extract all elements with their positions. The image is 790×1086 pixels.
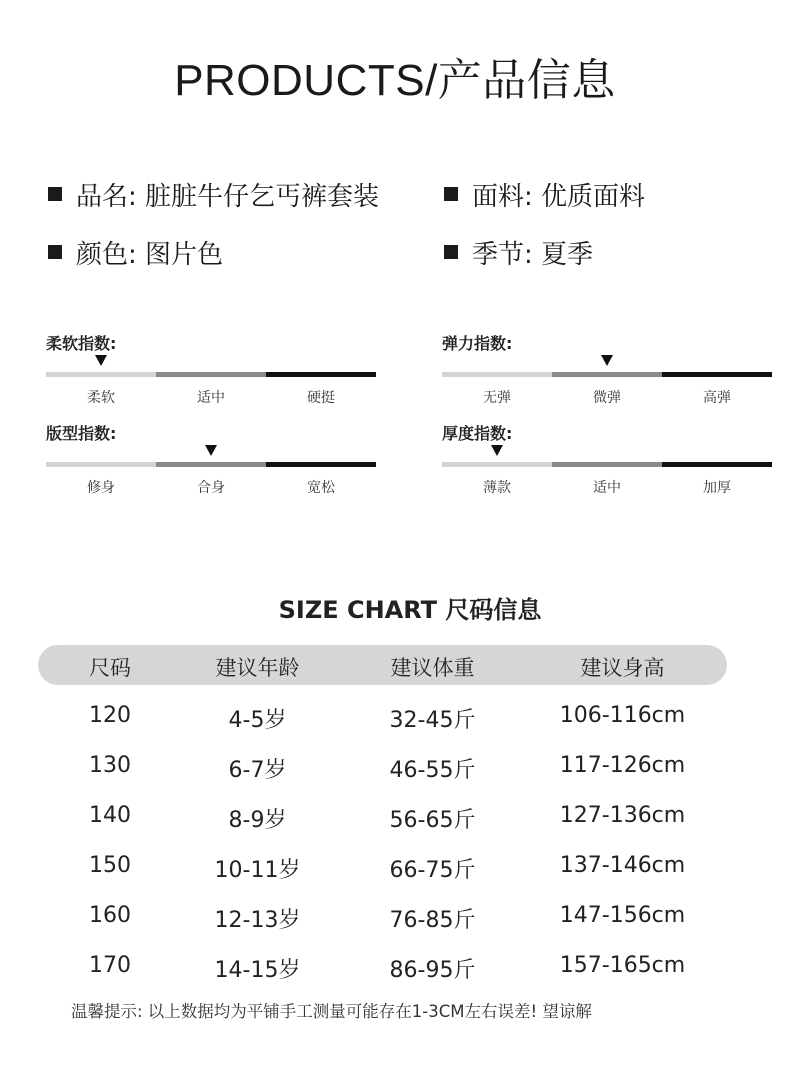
scale-segment-mid [156,462,266,467]
cell-weight: 56-65斤 [389,808,476,833]
cell-size: 130 [89,753,131,778]
table-row [0,853,790,893]
index-option: 高弹 [703,390,731,406]
scale-segment-mid [552,372,662,377]
cell-height: 127-136cm [559,803,686,828]
cell-size: 160 [89,903,131,928]
header-cell-height: 建议身高 [580,656,665,680]
table-row [0,703,790,743]
scale-segment-low [46,462,156,467]
table-row [0,903,790,943]
cell-size: 140 [89,803,131,828]
indicator-marker-icon [491,445,503,456]
cell-height: 157-165cm [559,953,686,978]
cell-age: 8-9岁 [228,808,287,833]
info-color-text: 颜色: 图片色 [76,240,224,270]
scale-segment-high [662,462,772,467]
index-label: 柔软指数: [46,334,117,353]
info-color [48,234,223,271]
cell-age: 6-7岁 [228,758,287,783]
header-cell-size: 尺码 [89,656,131,680]
indicator-marker-icon [95,355,107,366]
square-bullet-icon [444,187,458,201]
header-cell-age: 建议年龄 [215,656,300,680]
cell-age: 4-5岁 [228,708,287,733]
scale-segment-high [662,372,772,377]
info-product-name-text: 品名: 脏脏牛仔乞丐裤套装 [76,182,380,212]
size-chart-title: SIZE CHART 尺码信息 [278,596,542,624]
index-option: 硬挺 [307,390,335,406]
info-season [444,234,593,271]
scale-segment-low [442,462,552,467]
size-table-header [38,645,727,685]
square-bullet-icon [48,187,62,201]
header-cell-weight: 建议体重 [390,656,475,680]
indicator-marker-icon [205,445,217,456]
index-option: 适中 [197,390,225,406]
index-label: 弹力指数: [442,334,513,353]
cell-age: 14-15岁 [214,958,301,983]
page-title: PRODUCTS/产品信息 [174,56,616,105]
scale-segment-mid [552,462,662,467]
index-label: 版型指数: [46,424,117,443]
scale-segment-high [266,372,376,377]
scale-segment-high [266,462,376,467]
info-fabric [444,176,645,213]
index-option: 适中 [593,480,621,496]
cell-weight: 76-85斤 [389,908,476,933]
cell-height: 147-156cm [559,903,686,928]
fit-index [46,421,376,511]
indicator-marker-icon [601,355,613,366]
index-option: 柔软 [87,390,115,406]
index-option: 薄款 [483,480,511,496]
measurement-note: 温馨提示: 以上数据均为平铺手工测量可能存在1-3CM左右误差! 望谅解 [71,1002,592,1021]
index-option: 微弹 [593,390,621,406]
square-bullet-icon [48,245,62,259]
info-fabric-text: 面料: 优质面料 [472,182,646,212]
info-product-name [48,176,379,213]
table-row [0,803,790,843]
square-bullet-icon [444,245,458,259]
cell-weight: 32-45斤 [389,708,476,733]
cell-size: 170 [89,953,131,978]
cell-weight: 66-75斤 [389,858,476,883]
index-option: 修身 [87,480,115,496]
scale-segment-low [442,372,552,377]
index-label: 厚度指数: [442,424,513,443]
cell-age: 12-13岁 [214,908,301,933]
cell-height: 117-126cm [559,753,686,778]
thickness-index [442,421,772,511]
cell-height: 137-146cm [559,853,686,878]
elasticity-index [442,331,772,421]
table-row [0,953,790,993]
scale-segment-low [46,372,156,377]
info-season-text: 季节: 夏季 [472,240,594,270]
cell-weight: 46-55斤 [389,758,476,783]
cell-height: 106-116cm [559,703,686,728]
cell-weight: 86-95斤 [389,958,476,983]
index-option: 宽松 [307,480,335,496]
index-option: 加厚 [703,480,731,496]
table-row [0,753,790,793]
softness-index [46,331,376,421]
cell-size: 120 [89,703,131,728]
index-option: 合身 [197,480,225,496]
scale-segment-mid [156,372,266,377]
cell-size: 150 [89,853,131,878]
index-option: 无弹 [483,390,511,406]
cell-age: 10-11岁 [214,858,301,883]
